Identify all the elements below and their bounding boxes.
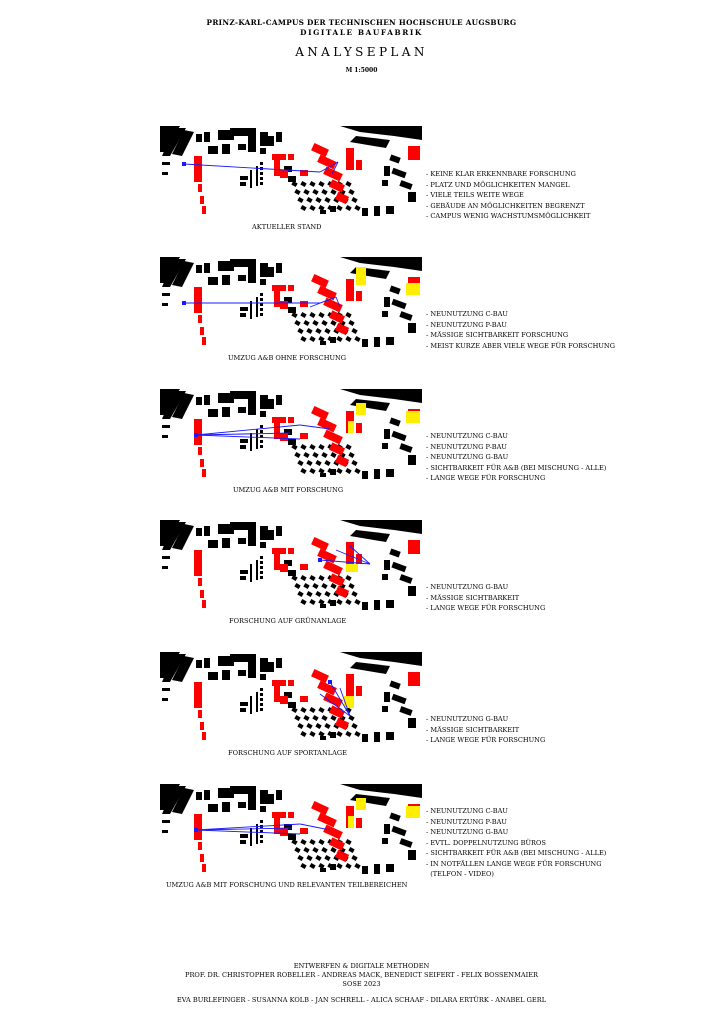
note-item: - NEUNUTZUNG P-BAU bbox=[426, 320, 507, 329]
panel-caption-5: FORSCHUNG AUF SPORTANLAGE bbox=[228, 749, 347, 757]
note-item: - NEUNUTZUNG G-BAU bbox=[426, 715, 509, 723]
note-item: - NEUNUTZUNG G-BAU bbox=[426, 453, 509, 461]
note-item: - MÄSSIGE SICHTBARKEIT FORSCHUNG bbox=[426, 331, 569, 339]
note-item: - LANGE WEGE FÜR FORSCHUNG bbox=[426, 474, 546, 482]
panel-caption-6: UMZUG A&B MIT FORSCHUNG UND RELEVANTEN TEILBEREICHEN bbox=[166, 881, 408, 889]
panel-notes-1 bbox=[426, 169, 590, 222]
site-plan-2 bbox=[160, 257, 422, 347]
panel-caption-3: UMZUG A&B MIT FORSCHUNG bbox=[233, 486, 344, 494]
note-item: - NEUNUTZUNG P-BAU bbox=[426, 442, 507, 451]
note-item: - NEUNUTZUNG C-BAU bbox=[426, 807, 508, 815]
scale-label: M 1:5000 bbox=[345, 67, 378, 74]
page-title: ANALYSEPLAN bbox=[295, 45, 428, 59]
header-line-1: PRINZ-KARL-CAMPUS DER TECHNISCHEN HOCHSCHULE AUGSBURG bbox=[206, 18, 517, 27]
footer-authors: EVA BURLEFINGER - SUSANNA KOLB - JAN SCHRELL - ALICA SCHAAF - DILARA ERTÜRK - ANABEL GERL bbox=[176, 996, 547, 1004]
note-item: - KEINE KLAR ERKENNBARE FORSCHUNG bbox=[426, 170, 576, 178]
footer-course: ENTWERFEN & DIGITALE METHODEN bbox=[293, 962, 430, 970]
panel-notes-3 bbox=[426, 431, 606, 484]
panel-notes-6 bbox=[426, 806, 606, 880]
note-item: - SICHTBARKEIT FÜR A&B (BEI MISCHUNG - ALLE) bbox=[426, 849, 607, 857]
note-item: - PLATZ UND MÖGLICHKEITEN MANGEL bbox=[426, 180, 570, 189]
note-item: - SICHTBARKEIT FÜR A&B (BEI MISCHUNG - ALLE) bbox=[426, 463, 607, 472]
note-item: - IN NOTFÄLLEN LANGE WEGE FÜR FORSCHUNG bbox=[426, 859, 602, 868]
panel-caption-1: AKTUELLER STAND bbox=[252, 223, 322, 231]
site-plan-1 bbox=[160, 126, 422, 216]
note-item: (TELFON - VIDEO) bbox=[426, 870, 494, 878]
site-plan-5 bbox=[160, 652, 422, 742]
panel-notes-5 bbox=[426, 714, 545, 746]
note-item: - NEUNUTZUNG P-BAU bbox=[426, 817, 507, 826]
note-item: - CAMPUS WENIG WACHSTUMSMÖGLICHKEIT bbox=[426, 212, 591, 220]
note-item: - NEUNUTZUNG G-BAU bbox=[426, 828, 509, 836]
panel-caption-2: UMZUG A&B OHNE FORSCHUNG bbox=[228, 354, 347, 362]
note-item: - NEUNUTZUNG C-BAU bbox=[426, 310, 508, 318]
site-plan-4 bbox=[160, 520, 422, 610]
note-item: - MÄSSIGE SICHTBARKEIT bbox=[426, 593, 520, 602]
panel-notes-4 bbox=[426, 582, 545, 614]
note-item: - GEBÄUDE AN MÖGLICHKEITEN BEGRENZT bbox=[426, 201, 585, 210]
note-item: - MEIST KURZE ABER VIELE WEGE FÜR FORSCHUNG bbox=[426, 341, 615, 350]
footer-semester: SOSE 2023 bbox=[342, 980, 381, 988]
panel-caption-4: FORSCHUNG AUF GRÜNANLAGE bbox=[229, 617, 347, 625]
note-item: - LANGE WEGE FÜR FORSCHUNG bbox=[426, 736, 546, 744]
note-item: - MÄSSIGE SICHTBARKEIT bbox=[426, 725, 520, 734]
site-plan-3 bbox=[160, 389, 422, 479]
header-line-2: DIGITALE BAUFABRIK bbox=[300, 28, 423, 37]
site-plan-6 bbox=[160, 784, 422, 874]
panel-notes-2 bbox=[426, 309, 615, 351]
note-item: - EVTL. DOPPELNUTZUNG BÜROS bbox=[426, 838, 546, 847]
footer-supervisors: PROF. DR. CHRISTOPHER ROBELLER - ANDREAS MACK, BENEDICT SEIFERT - FELIX BOSSENMAIER bbox=[185, 971, 538, 979]
note-item: - VIELE TEILS WEITE WEGE bbox=[426, 191, 524, 199]
note-item: - NEUNUTZUNG G-BAU bbox=[426, 583, 509, 591]
note-item: - LANGE WEGE FÜR FORSCHUNG bbox=[426, 604, 546, 612]
note-item: - NEUNUTZUNG C-BAU bbox=[426, 432, 508, 440]
